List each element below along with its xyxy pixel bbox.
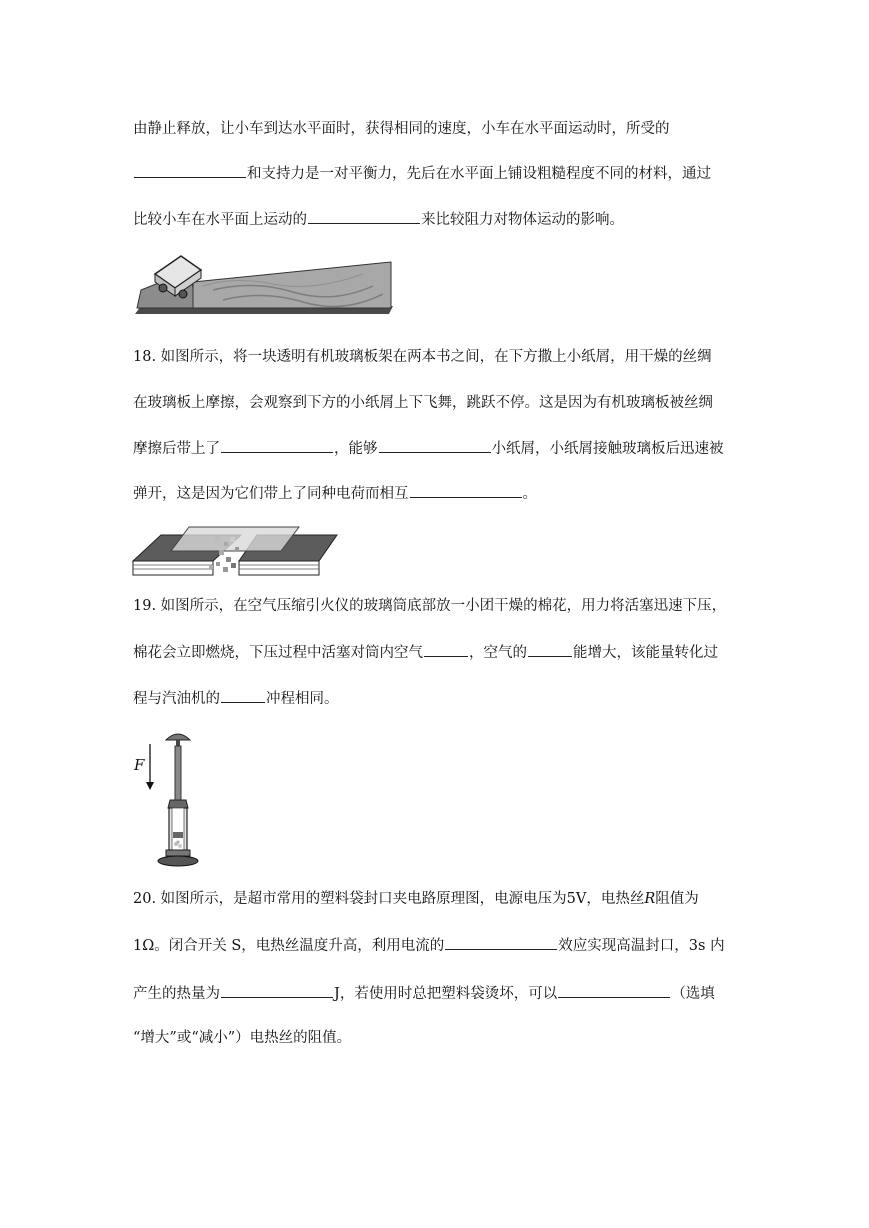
q18-line-2: 在玻璃板上摩擦，会观察到下方的小纸屑上下飞舞，跳跃不停。这是因为有机玻璃板被丝绸 [133,395,713,411]
q17-line-2 [133,163,737,184]
answer-blank[interactable] [528,642,572,657]
q20-line-3-text-b: J，若使用时总把塑料袋烫坏，可以 [334,986,558,1002]
resistance-value: 1Ω [133,938,155,954]
answer-blank[interactable] [558,983,670,998]
q18-line-3 [133,438,737,459]
answer-blank[interactable] [424,642,468,657]
q18-line-3-text-c: 小纸屑，小纸屑接触玻璃板后迅速被 [491,441,724,457]
q20-line-2-text-b: 效应实现高温封口， [558,938,689,954]
q18-line-4-text-a: 弹开，这是因为它们带上了同种电荷而相互 [133,486,409,502]
q19-line-2-text-a: 棉花会立即燃烧，下压过程中活塞对筒内空气 [133,645,423,661]
q18-line-4 [133,483,737,504]
glass-plate-books-figure [131,517,339,579]
answer-blank[interactable] [221,438,333,453]
q20-line-3-text-c: （选填 [671,986,715,1002]
q17-line-2-text: 和支持力是一对平衡力，先后在水平面上铺设粗糙程度不同的材料，通过 [247,166,711,182]
q18-line-3-text-b: ，能够 [334,441,378,457]
force-label: F [134,756,145,774]
q20-line-3 [133,983,737,1004]
q20-line-4: “增大”或“减小”）电热丝的阻值。 [133,1030,352,1046]
resistor-symbol: R [644,891,656,907]
q17-line-3-text-a: 比较小车在水平面上运动的 [133,212,307,228]
q20-line-2-text-a: 。闭合开关 S，电热丝温度升高，利用电流的 [154,938,445,954]
q19-line-2 [133,642,737,663]
answer-blank[interactable] [134,163,246,178]
q19-line-2-text-c: 能增大，该能量转化过 [573,645,718,661]
q20-line-2-text-c: 内 [705,938,725,954]
q19-line-3-text-b: 冲程相同。 [266,691,339,707]
q18-line-4-text-b: 。 [522,486,537,502]
q20-line-2 [133,935,737,956]
q17-line-3 [133,209,737,230]
answer-blank[interactable] [379,438,491,453]
q17-line-3-text-b: 来比较阻力对物体运动的影响。 [421,212,624,228]
answer-blank[interactable] [221,688,265,703]
time-value: 3s [688,938,706,954]
q20-line-1 [133,889,737,909]
answer-blank[interactable] [221,983,333,998]
q18-line-1: 18. 如图所示，将一块透明有机玻璃板架在两本书之间，在下方撒上小纸屑，用干燥的丝绸 [133,349,712,365]
q19-line-1: 19. 如图所示，在空气压缩引火仪的玻璃筒底部放一小团干燥的棉花，用力将活塞迅速下压， [133,598,727,614]
q19-line-3 [133,688,737,709]
voltage-value: 5V [566,891,587,907]
q20-line-1-text-c: 阻值为 [655,891,699,907]
compression-igniter-figure [130,728,210,870]
q20-line-3-text-a: 产生的热量为 [133,986,220,1002]
q17-line-1: 由静止释放，让小车到达水平面时，获得相同的速度，小车在水平面运动时，所受的 [133,121,670,137]
q18-line-3-text-a: 摩擦后带上了 [133,441,220,457]
answer-blank[interactable] [410,483,522,498]
cart-ramp-figure [133,250,395,318]
answer-blank[interactable] [308,209,420,224]
q20-line-1-text-a: 20. 如图所示，是超市常用的塑料袋封口夹电路原理图，电源电压为 [133,891,567,907]
q19-line-3-text-a: 程与汽油机的 [133,691,220,707]
q19-line-2-text-b: ，空气的 [469,645,527,661]
q20-line-1-text-b: ，电热丝 [586,891,645,907]
answer-blank[interactable] [445,935,557,950]
